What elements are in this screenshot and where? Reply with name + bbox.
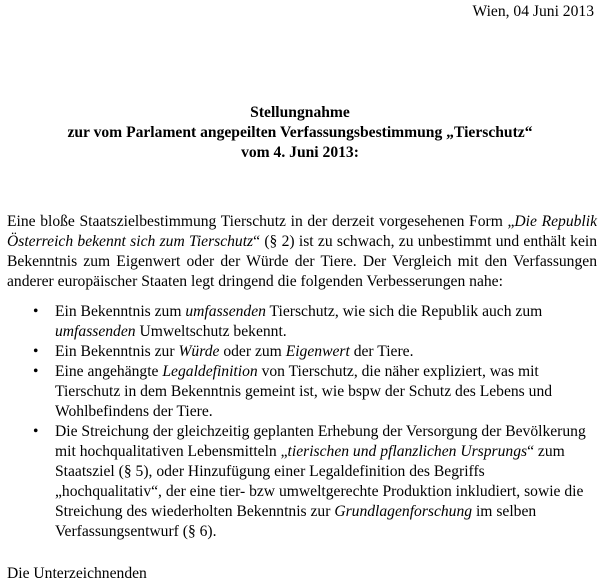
- intro-text-2: “ (§ 2) ist zu schwach, zu unbestimmt und enthält kein Bekenntnis zum Eigenwert oder der Würde der Tiere. Der Vergleich mit den Verfassungen anderer europäischer Staaten legt dringend die folgenden Verbesserungen nahe:: [7, 233, 597, 290]
- list-item-emphasis: umfassenden: [55, 323, 136, 340]
- signoff: Die Unterzeichnenden: [7, 565, 147, 582]
- list-item-text: Umweltschutz bekennt.: [135, 323, 287, 340]
- list-item-text: Ein Bekenntnis zur: [55, 343, 179, 360]
- list-item-emphasis: Legaldefinition: [162, 363, 258, 380]
- bullet-icon: •: [33, 343, 39, 360]
- list-item-text: Tierschutz, wie sich die Republik auch zum: [265, 303, 543, 320]
- list-item-emphasis: Grundlagenforschung: [334, 503, 473, 520]
- heading-line-1: Stellungnahme: [250, 104, 350, 121]
- bullet-icon: •: [33, 423, 39, 440]
- list-item-text: Eine angehängte: [55, 363, 163, 380]
- list-item-text: “ zum Staatsziel (§ 5), oder Hinzufügung einer Legaldefinition des Begriffs „hochqualitativ“, der eine tier- bzw umweltgerechte Produktion inkludiert, sowie die Streichung des wiederholten Bekenntnis zur: [55, 443, 584, 520]
- list-item-text: oder zum: [219, 343, 286, 360]
- list-item: [0, 422, 600, 542]
- heading-line-3: vom 4. Juni 2013:: [241, 144, 359, 161]
- list-item-text: der Tiere.: [349, 343, 414, 360]
- intro-quote: Die Republik Österreich bekennt sich zum Tierschutz: [7, 213, 597, 250]
- demands-list: [0, 302, 600, 542]
- bullet-icon: •: [33, 303, 39, 320]
- list-item: [0, 362, 600, 422]
- list-item-text: Ein Bekenntnis zum: [55, 303, 186, 320]
- list-item-emphasis: tierischen und pflanzlichen Ursprungs: [287, 443, 528, 460]
- document-date: Wien, 04 Juni 2013: [472, 3, 594, 20]
- intro-paragraph: [7, 212, 597, 292]
- list-item-text: im selben Verfassungsentwurf (§ 6).: [55, 503, 537, 540]
- heading-line-2: zur vom Parlament angepeilten Verfassungsbestimmung „Tierschutz“: [67, 124, 533, 141]
- list-item-emphasis: Würde: [178, 343, 220, 360]
- intro-text-1: Eine bloße Staatszielbestimmung Tierschutz in der derzeit vorgesehenen Form „: [7, 213, 515, 230]
- list-item-emphasis: umfassenden: [185, 303, 266, 320]
- list-item: [0, 342, 600, 362]
- bullet-icon: •: [33, 363, 39, 380]
- list-item-text: von Tierschutz, die näher expliziert, was mit Tierschutz in dem Bekenntnis gemeint ist, wie bspw der Schutz des Lebens und Wohlbefindens der Tiere.: [55, 363, 553, 420]
- document-heading: [0, 103, 600, 163]
- list-item-emphasis: Eigenwert: [285, 343, 350, 360]
- list-item-text: Die Streichung der gleichzeitig geplanten Erhebung der Versorgung der Bevölkerung mit hochqualitativen Lebensmitteln „: [55, 423, 586, 460]
- list-item: [0, 302, 600, 342]
